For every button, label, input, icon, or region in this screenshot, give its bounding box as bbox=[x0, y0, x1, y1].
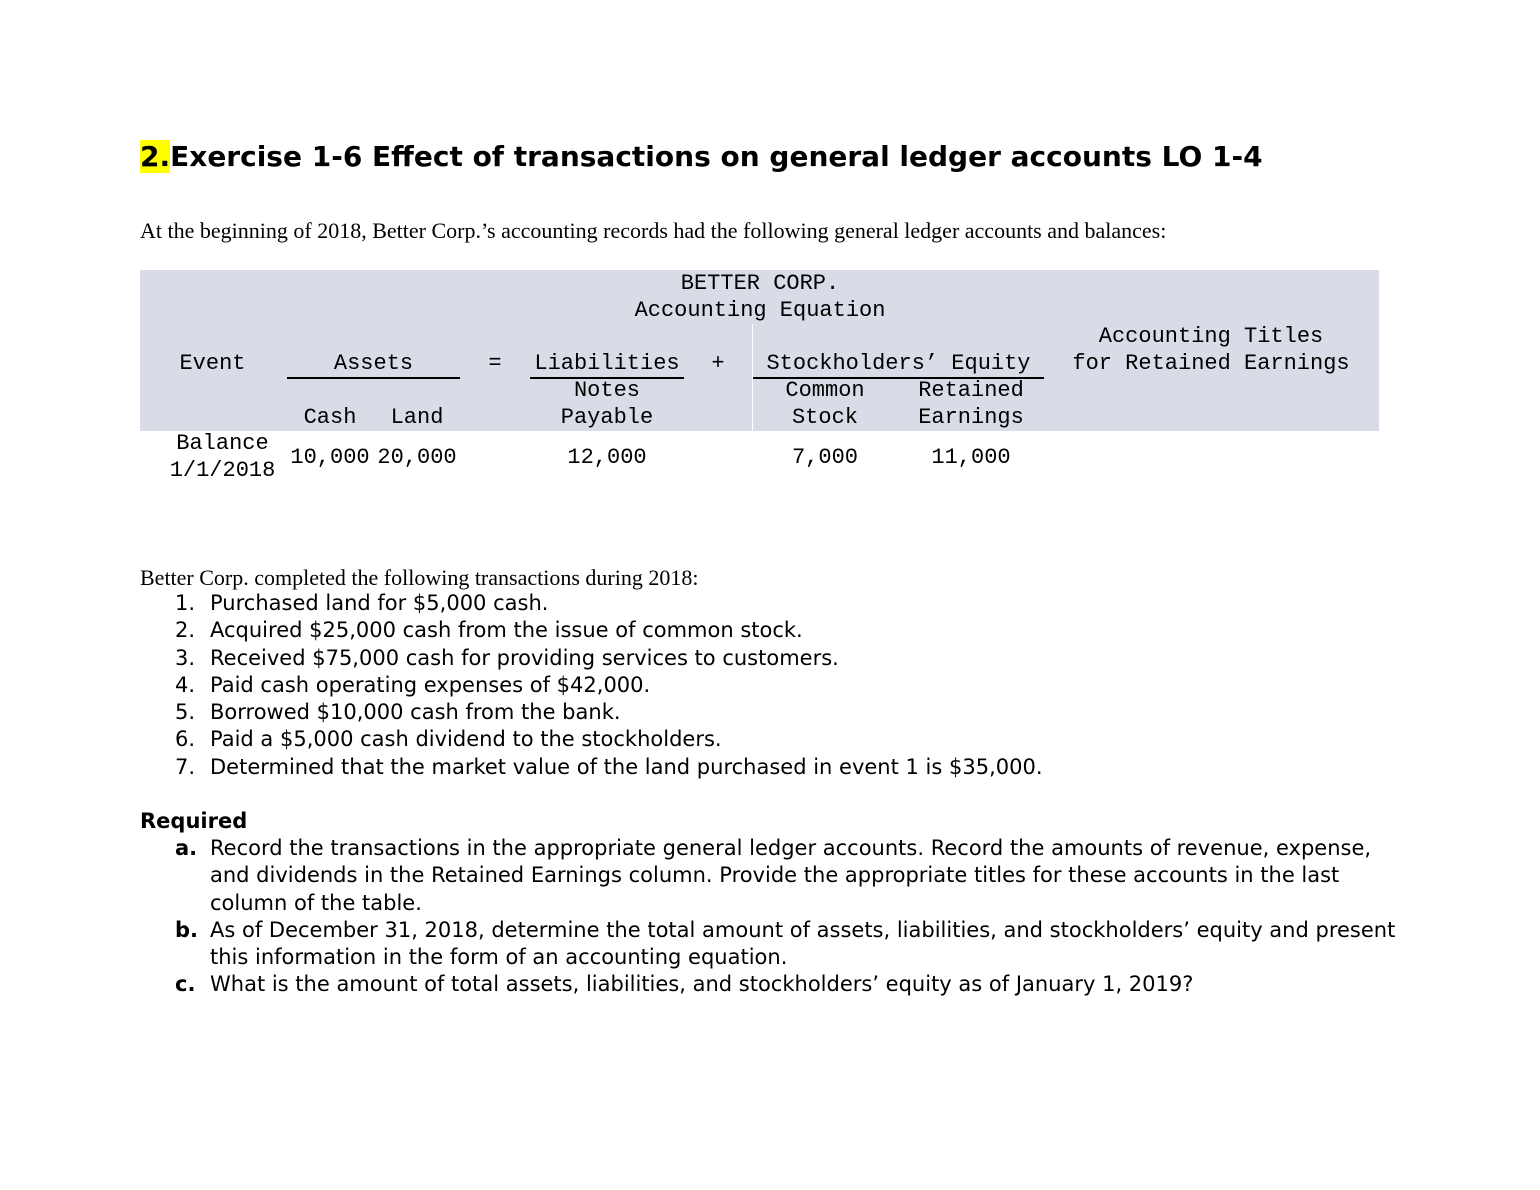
list-item: 2. Acquired $25,000 cash from the issue of common stock. bbox=[175, 618, 803, 643]
required-list bbox=[140, 835, 1400, 999]
col-titles-header-line1: Accounting Titles bbox=[1098, 324, 1324, 349]
sub-land-header: Land bbox=[390, 405, 444, 430]
list-item: 7. Determined that the market value of the land purchased in event 1 is $35,000. bbox=[175, 754, 1043, 779]
sub-common-header-line1: Common bbox=[785, 378, 865, 403]
list-item: 4. Paid cash operating expenses of $42,000. bbox=[175, 672, 651, 697]
exercise-title: Exercise 1-6 Effect of transactions on general ledger accounts LO 1-4 bbox=[170, 140, 1263, 173]
list-item: 5. Borrowed $10,000 cash from the bank. bbox=[175, 700, 621, 725]
list-item: 6. Paid a $5,000 cash dividend to the stockholders. bbox=[175, 727, 722, 752]
balance-notes-payable: 12,000 bbox=[567, 445, 647, 470]
equals-sign: = bbox=[488, 351, 502, 376]
balance-event-line1: Balance bbox=[176, 431, 269, 456]
col-titles-header-line2: for Retained Earnings bbox=[1072, 351, 1350, 376]
balance-cash: 10,000 bbox=[290, 445, 370, 470]
balance-retained-earnings: 11,000 bbox=[931, 445, 1011, 470]
table-subtitle: Accounting Equation bbox=[634, 298, 886, 323]
exercise-number: 2. bbox=[140, 140, 171, 173]
col-equity-header: Stockholders’ Equity bbox=[766, 351, 1031, 376]
table-company-title: BETTER CORP. bbox=[680, 271, 840, 296]
list-item: a. Record the transactions in the appropriate general ledger accounts. Record the amounts of revenue, expense, and dividends in the Retained Earnings column. Provide the appropriate titles for these accounts in the last column of the table. bbox=[175, 836, 1372, 915]
sub-common-header-line2: Stock bbox=[791, 405, 858, 430]
required-title: Required bbox=[140, 809, 248, 833]
sub-retained-header-line1: Retained bbox=[918, 378, 1024, 403]
transactions-list bbox=[140, 590, 1043, 781]
balance-land: 20,000 bbox=[377, 445, 457, 470]
sub-notes-header-line1: Notes bbox=[573, 378, 640, 403]
list-item: 1. Purchased land for $5,000 cash. bbox=[175, 591, 549, 615]
sub-retained-header-line2: Earnings bbox=[918, 405, 1024, 430]
list-item: c. What is the amount of total assets, liabilities, and stockholders’ equity as of January 1, 2019? bbox=[175, 972, 1194, 997]
list-item: 3. Received $75,000 cash for providing services to customers. bbox=[175, 645, 839, 670]
plus-sign: + bbox=[711, 351, 725, 376]
col-event-header: Event bbox=[179, 351, 246, 376]
balance-common-stock: 7,000 bbox=[791, 445, 858, 470]
assets-underline bbox=[287, 377, 460, 379]
balance-event-line2: 1/1/2018 bbox=[169, 458, 276, 483]
col-assets-header: Assets bbox=[333, 351, 414, 376]
sub-cash-header: Cash bbox=[303, 405, 357, 430]
exercise-heading bbox=[140, 138, 1263, 176]
transactions-intro: Better Corp. completed the following transactions during 2018: bbox=[140, 565, 699, 590]
list-item: b. As of December 31, 2018, determine the total amount of assets, liabilities, and stockholders’ equity and present this information in the form of an accounting equation. bbox=[175, 917, 1396, 970]
sub-notes-header-line2: Payable bbox=[560, 405, 654, 430]
intro-text: At the beginning of 2018, Better Corp.’s accounting records had the following general ledger accounts and balances: bbox=[140, 218, 1167, 243]
col-liabilities-header: Liabilities bbox=[534, 351, 680, 376]
